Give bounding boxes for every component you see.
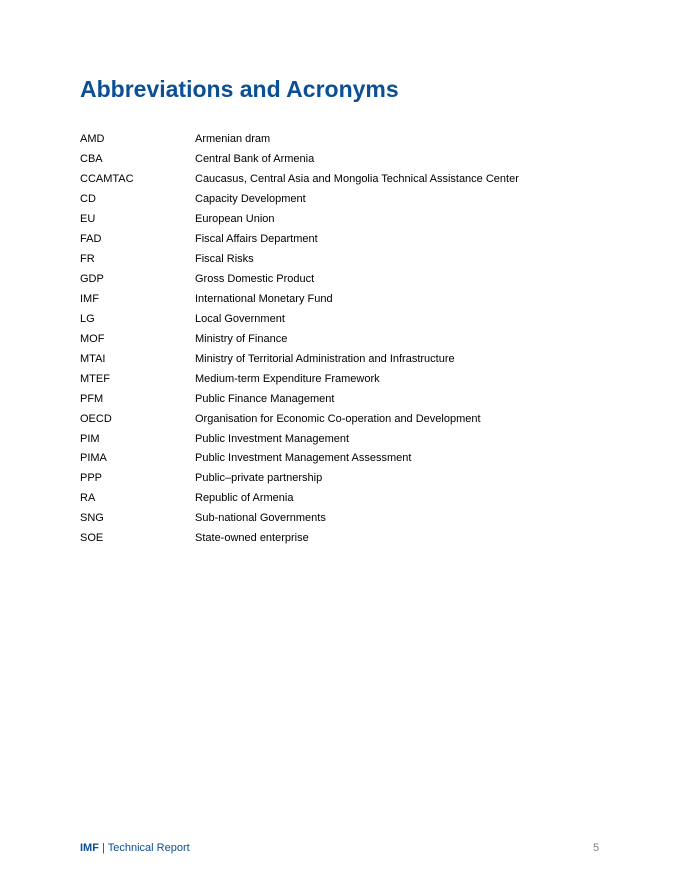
abbreviation-row: [80, 170, 620, 190]
page-number: 5: [593, 842, 600, 854]
abbreviation-definition: Medium-term Expenditure Framework: [195, 372, 380, 385]
abbreviation-definition: European Union: [195, 213, 275, 226]
abbreviation-row: [80, 449, 620, 469]
abbreviation-definition: Armenian dram: [195, 133, 271, 146]
abbreviation-term: SNG: [80, 512, 104, 525]
abbreviation-definition: Public Finance Management: [195, 392, 335, 405]
abbreviation-term: LG: [80, 312, 95, 325]
abbreviation-row: [80, 290, 620, 310]
abbreviation-row: [80, 190, 620, 210]
abbreviation-row: [80, 130, 620, 150]
abbreviation-row: [80, 329, 620, 349]
abbreviation-term: CCAMTAC: [80, 173, 134, 186]
abbreviation-definition: Public Investment Management Assessment: [195, 452, 412, 465]
page-title: Abbreviations and Acronyms: [80, 76, 399, 102]
abbreviation-term: MTAI: [80, 352, 106, 365]
abbreviation-term: PFM: [80, 392, 104, 405]
abbreviation-row: [80, 250, 620, 270]
abbreviation-row: [80, 349, 620, 369]
abbreviation-definition: Central Bank of Armenia: [195, 153, 315, 166]
abbreviation-definition: Public–private partnership: [195, 472, 323, 485]
footer-brand: IMF: [80, 842, 99, 854]
abbreviation-definition: Republic of Armenia: [195, 492, 294, 505]
abbreviation-row: [80, 309, 620, 329]
abbreviation-term: RA: [80, 492, 96, 505]
abbreviation-definition: Sub-national Governments: [195, 512, 326, 525]
abbreviation-term: CBA: [80, 153, 103, 166]
abbreviation-term: MOF: [80, 332, 105, 345]
abbreviation-definition: Fiscal Affairs Department: [195, 233, 318, 246]
abbreviation-term: EU: [80, 213, 96, 226]
abbreviation-definition: Ministry of Finance: [195, 332, 288, 345]
abbreviation-row: [80, 210, 620, 230]
abbreviation-term: PPP: [80, 472, 103, 485]
abbreviations-list: [80, 130, 620, 549]
abbreviation-row: [80, 230, 620, 250]
abbreviation-row: [80, 429, 620, 449]
abbreviation-term: OECD: [80, 412, 112, 425]
abbreviation-term: PIM: [80, 432, 100, 445]
abbreviation-term: FAD: [80, 233, 102, 246]
abbreviation-definition: Fiscal Risks: [195, 253, 254, 266]
footer-separator: |: [102, 842, 105, 854]
abbreviation-term: MTEF: [80, 372, 110, 385]
abbreviation-definition: Ministry of Territorial Administration and Infrastructure: [195, 352, 455, 365]
abbreviation-term: PIMA: [80, 452, 107, 465]
abbreviation-definition: Public Investment Management: [195, 432, 350, 445]
abbreviation-row: [80, 529, 620, 549]
abbreviation-term: IMF: [80, 292, 99, 305]
abbreviation-term: AMD: [80, 133, 105, 146]
abbreviation-row: [80, 409, 620, 429]
abbreviation-row: [80, 369, 620, 389]
abbreviation-row: [80, 270, 620, 290]
abbreviation-row: [80, 389, 620, 409]
abbreviation-definition: Gross Domestic Product: [195, 273, 315, 286]
abbreviation-definition: Organisation for Economic Co-operation and Development: [195, 412, 481, 425]
footer: [80, 842, 190, 854]
abbreviation-term: GDP: [80, 273, 104, 286]
abbreviation-row: [80, 469, 620, 489]
abbreviation-definition: State-owned enterprise: [195, 532, 309, 545]
abbreviation-term: SOE: [80, 532, 104, 545]
abbreviation-definition: Local Government: [195, 312, 285, 325]
abbreviation-definition: Capacity Development: [195, 193, 306, 206]
abbreviation-row: [80, 489, 620, 509]
abbreviation-term: FR: [80, 253, 95, 266]
abbreviation-term: CD: [80, 193, 96, 206]
abbreviation-definition: International Monetary Fund: [195, 292, 333, 305]
abbreviation-row: [80, 150, 620, 170]
abbreviation-definition: Caucasus, Central Asia and Mongolia Technical Assistance Center: [195, 173, 519, 186]
footer-report-label: Technical Report: [107, 842, 190, 854]
abbreviation-row: [80, 509, 620, 529]
